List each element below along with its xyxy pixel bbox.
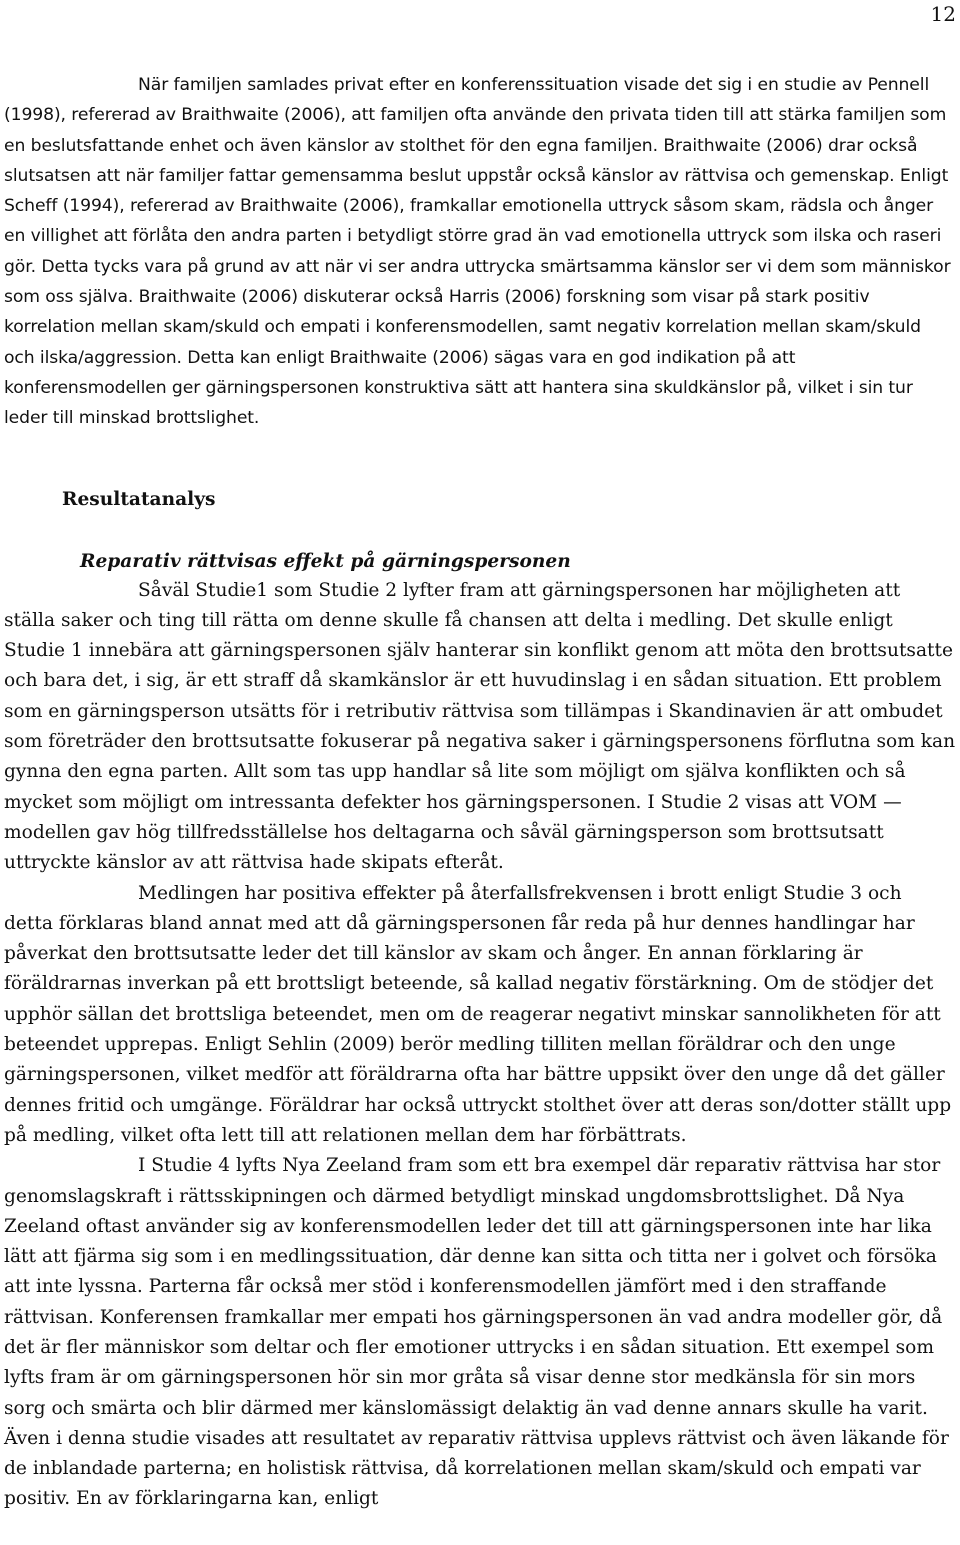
paragraph-family-conference: När familjen samlades privat efter en konferenssituation visade det sig i en studie av Pennell (1998), refererad av Braithwaite (2006), att familjen ofta använde den privata tiden till att stärka familjen som en beslutsfattande enhet och även känslor av stolthet för den egna familjen. Braithwaite (2006) drar också slutsatsen att när familjer fattar gemensamma beslut uppstår också känslor av rättvisa och gemenskap. Enligt Scheff (1994), refererad av Braithwaite (2006), framkallar emotionella uttryck såsom skam, rädsla och ånger en villighet att förlåta den andra parten i betydligt större grad än vad emotionella uttryck som ilska och raseri gör. Detta tycks vara på grund av att när vi ser andra uttrycka smärtsamma känslor ser vi dem som människor som oss själva. Braithwaite (2006) diskuterar också Harris (2006) forskning som visar på stark positiv korrelation mellan skam/skuld och empati i konferensmodellen, samt negativ korrelation mellan skam/skuld och ilska/aggression. Detta kan enligt Braithwaite (2006) sägas vara en god indikation på att konferensmodellen ger gärningspersonen konstruktiva sätt att hantera sina skuldkänslor på, vilket i sin tur leder till minskad brottslighet. <box>4 75 951 429</box>
subsection-heading: Reparativ rättvisas effekt på gärningspersonen <box>80 550 571 572</box>
page-number: 12 <box>930 2 956 26</box>
section-heading: Resultatanalys <box>62 488 216 510</box>
paragraph-studies-1-2: Såväl Studie1 som Studie 2 lyfter fram att gärningspersonen har möjligheten att ställa saker och ting till rätta om denne skulle få chansen att delta i medling. Det skulle enligt Studie 1 innebära att gärningspersonen själv hanterar sin konflikt genom att möta den brottsutsatte och bara det, i sig, är ett straff då skamkänslor är ett huvudinslag i en sådan situation. Ett problem som en gärningsperson utsätts för i retributiv rättvisa som tillämpas i Skandinavien är att ombudet som företräder den brottsutsatte fokuserar på negativa saker i gärningspersonens förflutna som kan gynna den egna parten. Allt som tas upp handlar så lite som möjligt om själva konflikten och så mycket som möjligt om intressanta defekter hos gärningspersonen. I Studie 2 visas att VOM — modellen gav hög tillfredsställelse hos deltagarna och såväl gärningsperson som brottsutsatt uttryckte känslor av att rättvisa hade skipats efteråt. <box>4 579 956 874</box>
paragraph-study-4: I Studie 4 lyfts Nya Zeeland fram som ett bra exempel där reparativ rättvisa har stor genomslagskraft i rättsskipningen och därmed betydligt minskad ungdomsbrottslighet. Då Nya Zeeland oftast använder sig av konferensmodellen leder det till att gärningspersonen inte har lika lätt att fjärma sig som i en medlingssituation, där denne kan sitta och titta ner i golvet och försöka att inte lyssna. Parterna får också mer stöd i konferensmodellen jämfört med i den straffande rättvisan. Konferensen framkallar mer empati hos gärningspersonen än vad andra modeller gör, då det är fler människor som deltar och fler emotioner uttrycks i en sådan situation. Ett exempel som lyfts fram är om gärningspersonen hör sin mor gråta så visar denne stor medkänsla för sin mors sorg och smärta och blir därmed mer känslomässigt delaktig än vad denne annars skulle ha varit. Även i denna studie visades att resultatet av reparativ rättvisa upplevs rättvist och även läkande för de inblandade parterna; en holistisk rättvisa, då korrelationen mellan skam/skuld och empati var positiv. En av förklaringarna kan, enligt <box>4 1155 949 1510</box>
document-body <box>4 70 956 1515</box>
paragraph-study-3: Medlingen har positiva effekter på återfallsfrekvensen i brott enligt Studie 3 och detta förklaras bland annat med att då gärningspersonen får reda på hur dennes handlingar har påverkat den brottsutsatte leder det till känslor av skam och ånger. En annan förklaring är föräldrarnas inverkan på ett brottsligt beteende, så kallad negativ förstärkning. Om de stödjer det upphör sällan det brottsliga beteendet, men om de reagerar negativt minskar sannolikheten för att beteendet upprepas. Enligt Sehlin (2009) berör medling tilliten mellan föräldrar och den unge gärningspersonen, vilket medför att föräldrarna ofta har bättre uppsikt över den unge då det gäller dennes fritid och umgänge. Föräldrar har också uttryckt stolthet över att deras son/dotter ställt upp på medling, vilket ofta lett till att relationen mellan dem har förbättrats. <box>4 882 952 1146</box>
